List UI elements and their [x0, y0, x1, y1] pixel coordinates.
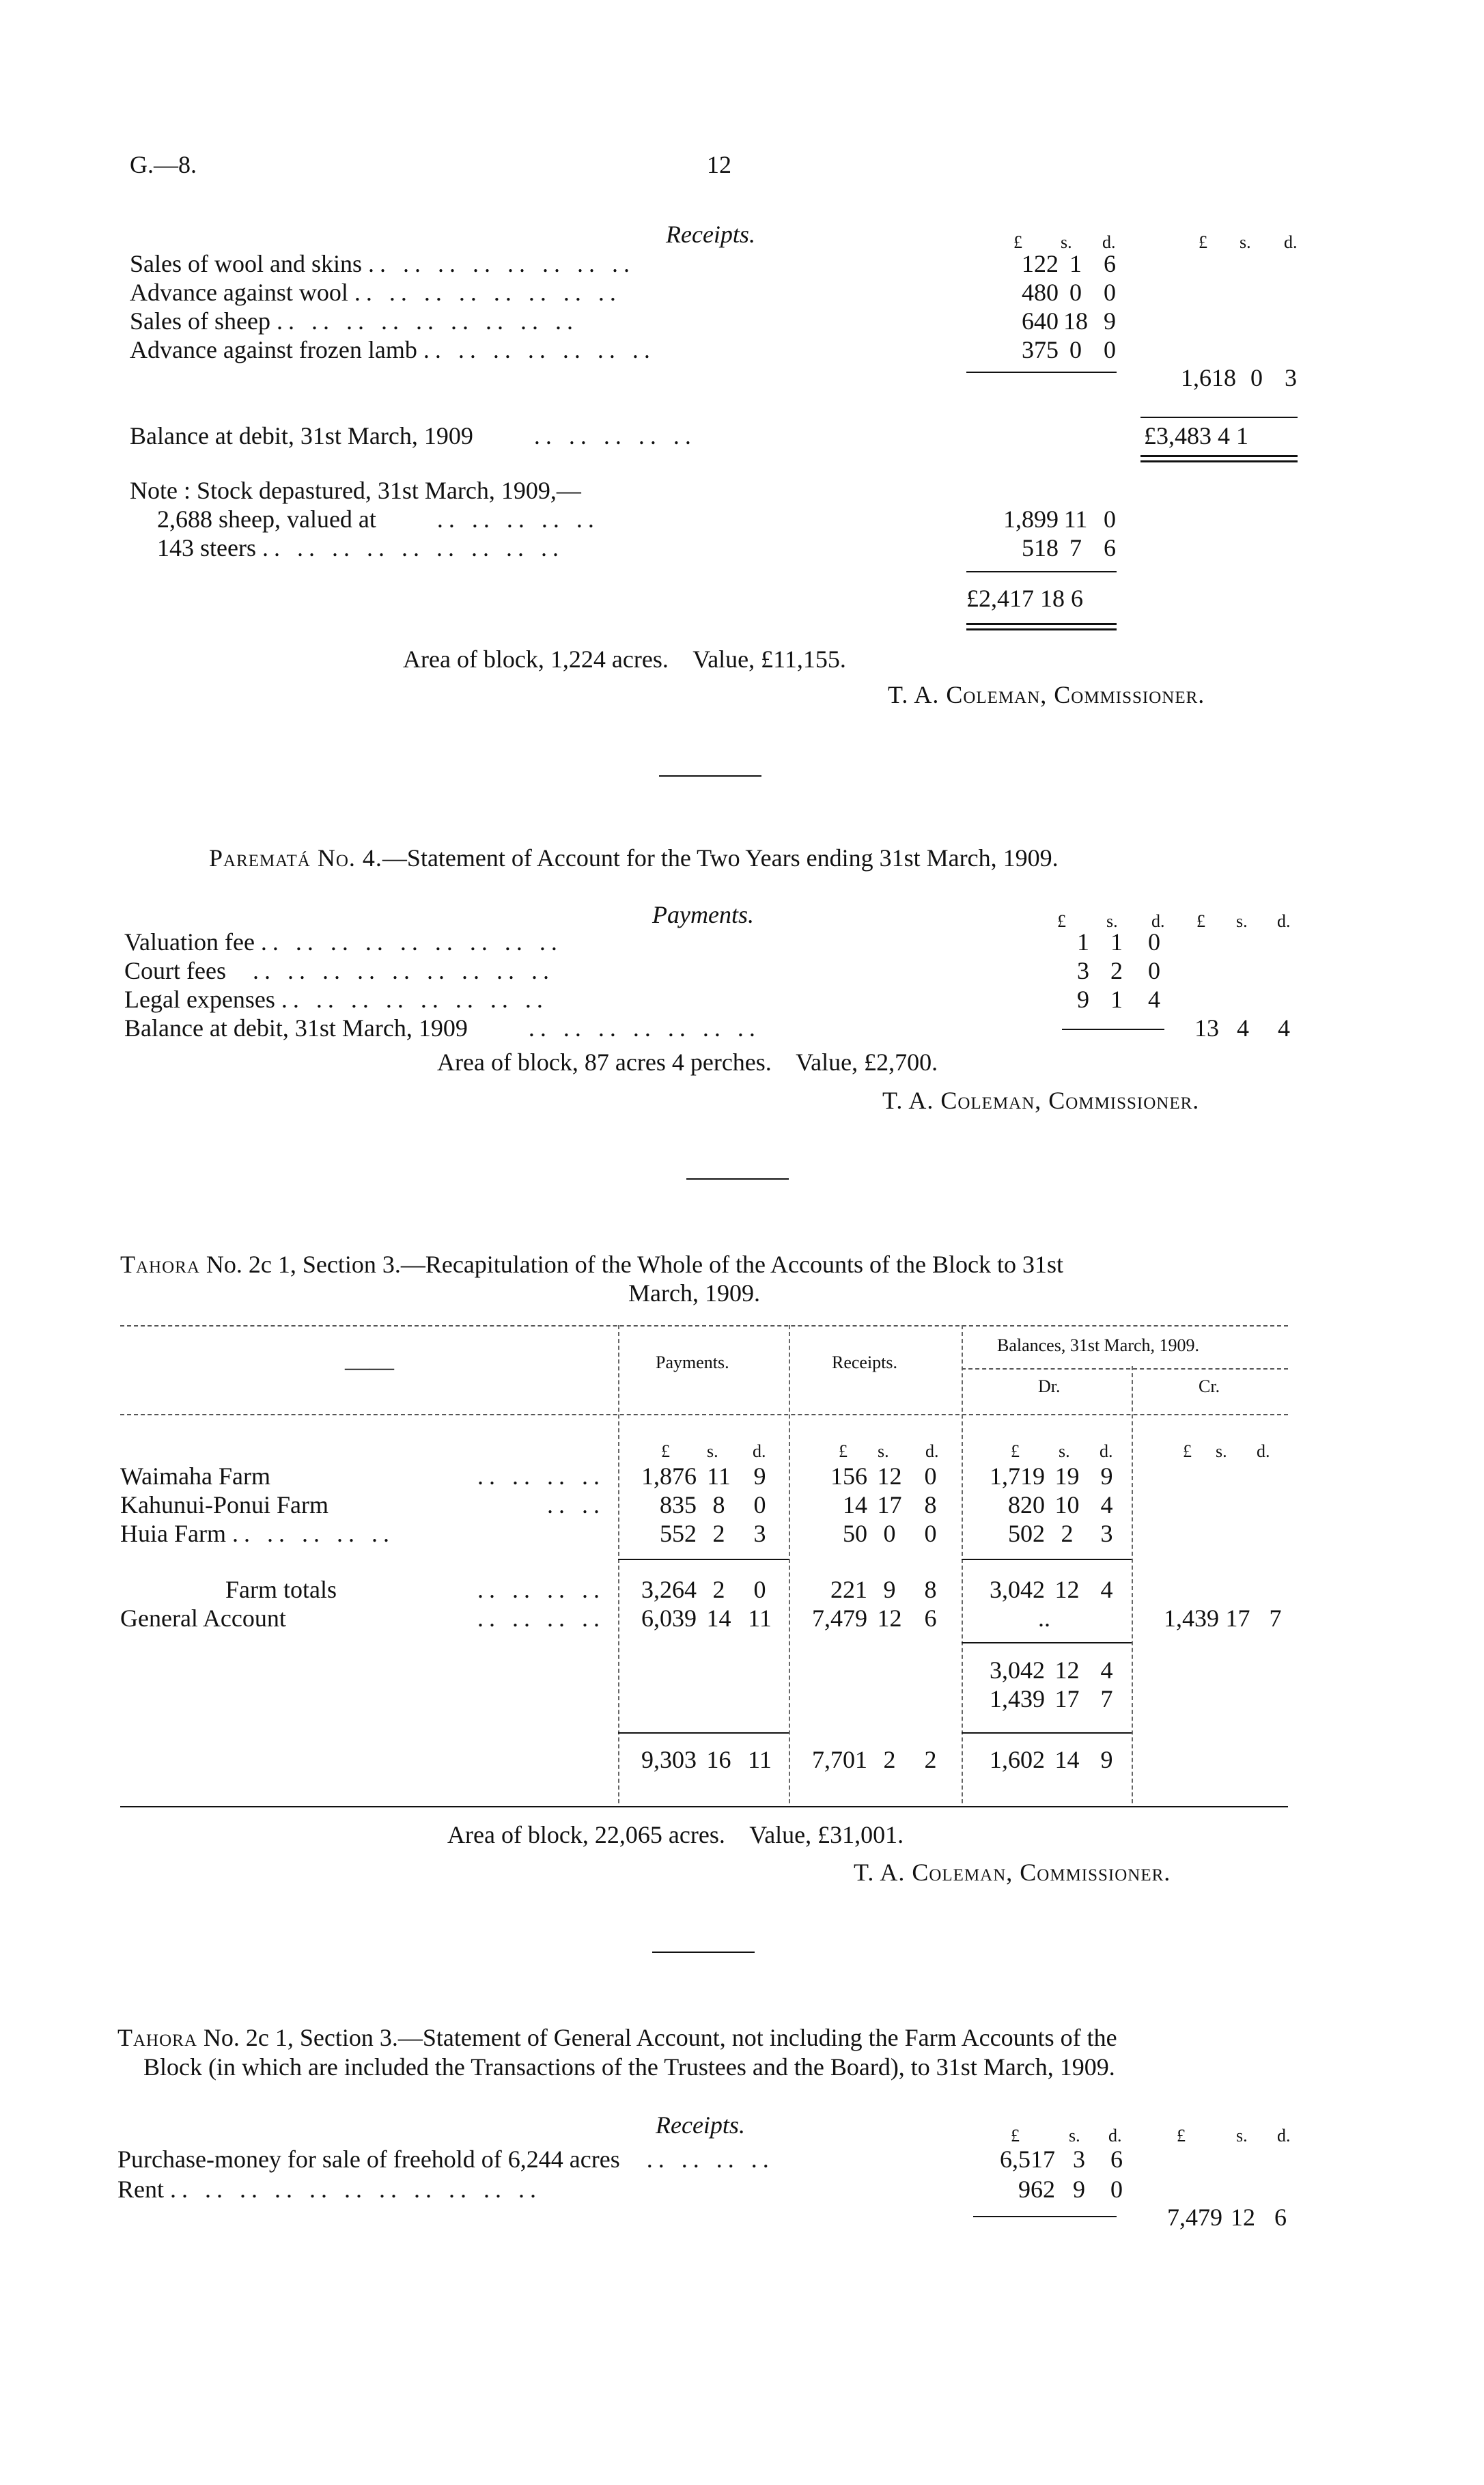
- amount-pence: 6: [1104, 250, 1116, 277]
- amount-pounds: 1: [1077, 928, 1089, 956]
- double-rule-2: [966, 628, 1117, 630]
- receipts-shillings: 12: [877, 1462, 902, 1490]
- receipts-pence: 6: [924, 1605, 937, 1632]
- total-receipts-pence: 2: [924, 1746, 937, 1773]
- amount-pence: 0: [1148, 928, 1160, 956]
- balance-pence: 4: [1278, 1014, 1290, 1042]
- total-payments-shillings: 16: [706, 1746, 731, 1773]
- amount-shillings: 7: [1069, 534, 1082, 561]
- payments-pounds: 6,039: [641, 1605, 697, 1632]
- unit-pence: d.: [1102, 232, 1116, 252]
- table-row: 2,688 sheep, valued at .. .. .. .. ..: [157, 505, 600, 533]
- receipts-pounds: 156: [830, 1462, 867, 1490]
- amount-pence: 0: [1110, 2176, 1123, 2203]
- unit-shilling: s.: [1216, 1441, 1227, 1461]
- unit-shilling: s.: [878, 1441, 889, 1461]
- area-of-block: Area of block, 1,224 acres. Value, £11,155.: [403, 645, 846, 673]
- dr-shillings: 2: [1061, 1520, 1074, 1547]
- double-rule-1: [966, 623, 1117, 625]
- dr-pounds: 820: [1008, 1491, 1045, 1518]
- receipts-shillings: 17: [877, 1491, 902, 1518]
- payments-pounds: 835: [660, 1491, 697, 1518]
- commissioner-signature: T. A. Coleman, Commissioner.: [854, 1859, 1171, 1886]
- table-row: Waimaha Farm .. .. .. ..: [120, 1462, 605, 1490]
- unit-pound: £: [1183, 1441, 1192, 1461]
- section-title-line2: Block (in which are included the Transactions of the Trustees and the Board), to 31st March, 1909.: [143, 2053, 1115, 2081]
- unit-pence: d.: [925, 1441, 939, 1461]
- unit-pound: £: [1011, 1441, 1020, 1461]
- payments-pounds: 552: [660, 1520, 697, 1547]
- receipts-pounds: 50: [843, 1520, 867, 1547]
- subtotal-rule: [966, 372, 1117, 373]
- dr-pounds: 3,042: [990, 1656, 1045, 1684]
- total-pence: 6: [1274, 2204, 1287, 2231]
- receipts-pence: 0: [924, 1520, 937, 1547]
- unit-pound: £: [839, 1441, 848, 1461]
- total-receipts-pounds: 7,701: [812, 1746, 867, 1773]
- receipts-shillings: 9: [883, 1576, 896, 1603]
- payments-pounds: 3,264: [641, 1576, 697, 1603]
- payments-shillings: 14: [706, 1605, 731, 1632]
- receipts-pence: 8: [924, 1491, 937, 1518]
- receipts-caption: Receipts.: [666, 221, 755, 248]
- section-divider: [659, 775, 761, 777]
- total-receipts-shillings: 2: [883, 1746, 896, 1773]
- total-payments-pence: 11: [748, 1746, 772, 1773]
- unit-pence: d.: [1108, 2126, 1122, 2146]
- unit-pound: £: [661, 1441, 670, 1461]
- amount-pence: 9: [1104, 307, 1116, 335]
- table-row: Advance against frozen lamb .. .. .. .. .. .. ..: [130, 336, 656, 363]
- amount-pounds: 640: [1022, 307, 1059, 335]
- unit-shilling: s.: [1106, 911, 1118, 931]
- dr-pounds: 3,042: [990, 1576, 1045, 1603]
- amount-pence: 6: [1104, 534, 1116, 561]
- rule: [962, 1642, 1132, 1643]
- total-payments-pounds: 9,303: [641, 1746, 697, 1773]
- amount-pounds: 122: [1022, 250, 1059, 277]
- subtotal-pounds: 1,618: [1181, 364, 1236, 391]
- unit-shilling-2: s.: [1240, 232, 1251, 252]
- receipts-caption: Receipts.: [656, 2111, 745, 2139]
- payments-pence: 0: [753, 1491, 766, 1518]
- table-header-rule: [120, 1414, 1288, 1415]
- balance-row: Balance at debit, 31st March, 1909 .. .. .. .. ..: [130, 422, 697, 449]
- stock-note: Note : Stock depastured, 31st March, 1909,—: [130, 477, 581, 504]
- table-bottom-rule: [120, 1806, 1288, 1807]
- unit-shilling-2: s.: [1236, 2126, 1248, 2146]
- table-row: Sales of wool and skins .. .. .. .. .. .. .. ..: [130, 250, 635, 277]
- dr-shillings: 17: [1054, 1685, 1080, 1712]
- amount-shillings: 3: [1073, 2146, 1085, 2173]
- receipts-shillings: 12: [877, 1605, 902, 1632]
- farm-totals-row: Farm totals .. .. .. ..: [225, 1576, 605, 1603]
- table-row: Sales of sheep .. .. .. .. .. .. .. .. ..: [130, 307, 578, 335]
- unit-pound: £: [1013, 232, 1022, 252]
- unit-shilling: s.: [1069, 2126, 1080, 2146]
- col-divider: [789, 1325, 790, 1803]
- dr-shillings: 12: [1054, 1576, 1080, 1603]
- payments-shillings: 11: [707, 1462, 731, 1490]
- table-row: Kahunui-Ponui Farm .. ..: [120, 1491, 605, 1518]
- rule: [618, 1732, 789, 1734]
- unit-shilling: s.: [707, 1441, 718, 1461]
- cr-pounds: 1,439: [1164, 1605, 1219, 1632]
- col-header-receipts: Receipts.: [832, 1352, 898, 1372]
- dr-pence: 3: [1100, 1520, 1113, 1547]
- unit-pound-2: £: [1177, 2126, 1186, 2146]
- subtotal-pence: 3: [1285, 364, 1297, 391]
- payments-pence: 3: [753, 1520, 766, 1547]
- amount-pounds: 962: [1018, 2176, 1055, 2203]
- dr-shillings: 10: [1054, 1491, 1080, 1518]
- unit-pound-2: £: [1199, 232, 1207, 252]
- table-row: Court fees .. .. .. .. .. .. .. .. ..: [124, 957, 555, 984]
- double-rule-1: [1140, 455, 1298, 457]
- col-header-payments: Payments.: [656, 1352, 729, 1372]
- note-total: £2,417 18 6: [966, 585, 1083, 612]
- table-row: Huia Farm .. .. .. .. ..: [120, 1520, 395, 1547]
- unit-pound: £: [1011, 2126, 1020, 2146]
- dr-pence: 4: [1100, 1491, 1113, 1518]
- dr-pounds: 502: [1008, 1520, 1045, 1547]
- commissioner-signature: T. A. Coleman, Commissioner.: [882, 1087, 1200, 1114]
- table-row: Rent .. .. .. .. .. .. .. .. .. .. ..: [117, 2176, 542, 2203]
- table-row: Legal expenses .. .. .. .. .. .. .. ..: [124, 986, 548, 1013]
- amount-pounds: 480: [1022, 279, 1059, 306]
- unit-pence: d.: [1151, 911, 1165, 931]
- amount-pence: 0: [1104, 505, 1116, 533]
- balance-row: Balance at debit, 31st March, 1909 .. .. .. .. .. .. ..: [124, 1014, 761, 1042]
- receipts-shillings: 0: [883, 1520, 896, 1547]
- payments-pence: 9: [753, 1462, 766, 1490]
- table-row: Advance against wool .. .. .. .. .. .. .. ..: [130, 279, 621, 306]
- amount-shillings: 1: [1110, 928, 1123, 956]
- amount-pence: 4: [1148, 986, 1160, 1013]
- rule: [1140, 417, 1298, 418]
- amount-shillings: 9: [1073, 2176, 1085, 2203]
- amount-pence: 6: [1110, 2146, 1123, 2173]
- dr-pence: 9: [1100, 1462, 1113, 1490]
- cr-shillings: 17: [1225, 1605, 1250, 1632]
- page-number: 12: [707, 151, 731, 178]
- amount-pence: 0: [1104, 279, 1116, 306]
- dr-shillings: 12: [1054, 1656, 1080, 1684]
- amount-pounds: 6,517: [1000, 2146, 1055, 2173]
- general-account-row: General Account .. .. .. ..: [120, 1605, 605, 1632]
- document-code: G.—8.: [130, 151, 197, 178]
- amount-shillings: 11: [1063, 505, 1088, 533]
- table-row: Valuation fee .. .. .. .. .. .. .. .. ..: [124, 928, 563, 956]
- unit-shilling-2: s.: [1236, 911, 1248, 931]
- unit-pence: d.: [753, 1441, 766, 1461]
- payments-shillings: 2: [712, 1520, 725, 1547]
- rule: [966, 571, 1117, 572]
- amount-pounds: 518: [1022, 534, 1059, 561]
- total-pounds: 7,479: [1167, 2204, 1222, 2231]
- rule: [962, 1559, 1132, 1560]
- total-dr-pence: 9: [1100, 1746, 1113, 1773]
- amount-pence: 0: [1104, 336, 1116, 363]
- total-shillings: 12: [1231, 2204, 1255, 2231]
- dr-pounds: 1,439: [990, 1685, 1045, 1712]
- payments-pounds: 1,876: [641, 1462, 697, 1490]
- receipts-pounds: 221: [830, 1576, 867, 1603]
- dr-shillings: 19: [1054, 1462, 1080, 1490]
- unit-pound: £: [1057, 911, 1066, 931]
- unit-pence-2: d.: [1277, 2126, 1291, 2146]
- rule: [973, 2216, 1117, 2217]
- amount-pounds: 1,899: [1003, 505, 1059, 533]
- amount-pounds: 3: [1077, 957, 1089, 984]
- unit-pence: d.: [1100, 1441, 1113, 1461]
- col-header-blank: ——: [345, 1353, 394, 1380]
- rule: [618, 1559, 789, 1560]
- section-title: Parematá No. 4.—Statement of Account for the Two Years ending 31st March, 1909.: [209, 844, 1059, 872]
- balance-pounds: 13: [1194, 1014, 1219, 1042]
- unit-shilling: s.: [1061, 232, 1072, 252]
- balances-subheader-rule: [962, 1368, 1288, 1370]
- receipts-pounds: 14: [843, 1491, 867, 1518]
- rule: [962, 1732, 1132, 1734]
- amount-shillings: 1: [1110, 986, 1123, 1013]
- col-header-dr: Dr.: [1038, 1376, 1061, 1396]
- subtotal-shillings: 0: [1250, 364, 1263, 391]
- balance-value: £3,483 4 1: [1144, 422, 1248, 449]
- dr-pence: 7: [1100, 1685, 1113, 1712]
- payments-pence: 0: [753, 1576, 766, 1603]
- section-divider: [686, 1178, 789, 1180]
- section-title: Tahora No. 2c 1, Section 3.—Statement of General Account, not including the Farm Accounts of the: [117, 2024, 1117, 2051]
- total-dr-shillings: 14: [1054, 1746, 1080, 1773]
- amount-shillings: 0: [1069, 336, 1082, 363]
- amount-pence: 0: [1148, 957, 1160, 984]
- unit-pence: d.: [1257, 1441, 1270, 1461]
- payments-caption: Payments.: [652, 901, 754, 928]
- col-header-balances: Balances, 31st March, 1909.: [997, 1335, 1200, 1355]
- amount-pounds: 375: [1022, 336, 1059, 363]
- area-of-block: Area of block, 87 acres 4 perches. Value, £2,700.: [437, 1049, 938, 1076]
- balance-shillings: 4: [1237, 1014, 1249, 1042]
- col-divider: [618, 1325, 619, 1803]
- amount-shillings: 18: [1063, 307, 1088, 335]
- dr-pence: 4: [1100, 1576, 1113, 1603]
- col-divider: [962, 1325, 963, 1803]
- area-of-block: Area of block, 22,065 acres. Value, £31,001.: [447, 1821, 904, 1848]
- payments-shillings: 8: [712, 1491, 725, 1518]
- dr-pence: 4: [1100, 1656, 1113, 1684]
- table-row: 143 steers .. .. .. .. .. .. .. .. ..: [157, 534, 564, 561]
- unit-shilling: s.: [1059, 1441, 1070, 1461]
- dr-pounds: 1,719: [990, 1462, 1045, 1490]
- payments-pence: 11: [748, 1605, 772, 1632]
- cr-pence: 7: [1269, 1605, 1282, 1632]
- unit-pence-2: d.: [1284, 232, 1298, 252]
- unit-pence-2: d.: [1277, 911, 1291, 931]
- amount-shillings: 2: [1110, 957, 1123, 984]
- receipts-pence: 8: [924, 1576, 937, 1603]
- section-title-line2: March, 1909.: [628, 1279, 760, 1307]
- unit-pound-2: £: [1196, 911, 1205, 931]
- col-header-cr: Cr.: [1199, 1376, 1220, 1396]
- payments-shillings: 2: [712, 1576, 725, 1603]
- double-rule-2: [1140, 460, 1298, 462]
- section-title: Tahora No. 2c 1, Section 3.—Recapitulation of the Whole of the Accounts of the Block to 31st: [120, 1251, 1063, 1278]
- total-dr-pounds: 1,602: [990, 1746, 1045, 1773]
- section-divider: [652, 1952, 755, 1953]
- receipts-pounds: 7,479: [812, 1605, 867, 1632]
- dr-empty: ..: [1038, 1605, 1050, 1632]
- col-divider: [1132, 1366, 1133, 1803]
- amount-shillings: 1: [1069, 250, 1082, 277]
- table-top-rule: [120, 1325, 1288, 1327]
- receipts-pence: 0: [924, 1462, 937, 1490]
- table-row: Purchase-money for sale of freehold of 6,244 acres .. .. .. ..: [117, 2146, 774, 2173]
- rule: [1062, 1029, 1164, 1030]
- amount-pounds: 9: [1077, 986, 1089, 1013]
- commissioner-signature: T. A. Coleman, Commissioner.: [888, 681, 1205, 708]
- amount-shillings: 0: [1069, 279, 1082, 306]
